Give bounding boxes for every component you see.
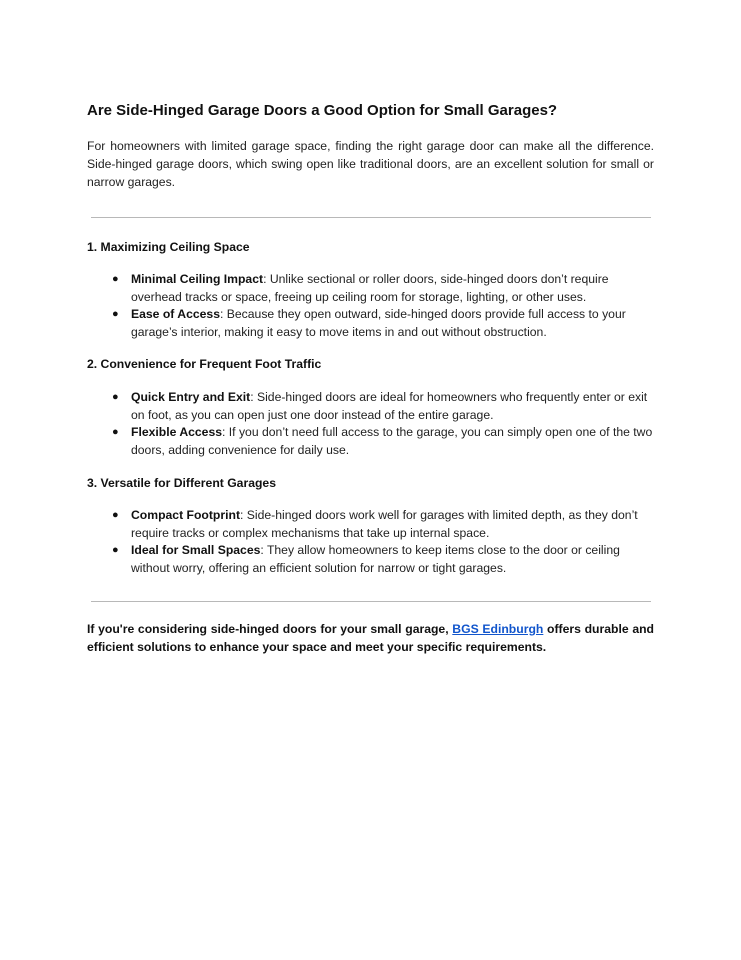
divider-bottom — [91, 601, 651, 602]
item-text: : Side-hinged doors work well for garages with limited depth, as they don’t require tracks or complex mechanisms that take up internal space. — [131, 508, 638, 540]
section-1-list — [87, 271, 654, 341]
list-item — [87, 389, 654, 424]
list-item — [87, 424, 654, 459]
item-term: Ease of Access — [131, 307, 220, 321]
divider-top — [91, 217, 651, 218]
item-text: : Because they open outward, side-hinged doors provide full access to your garage’s interior, making it easy to move items in and out without obstruction. — [131, 307, 626, 339]
page-title: Are Side-Hinged Garage Doors a Good Option for Small Garages? — [87, 102, 558, 119]
list-item — [87, 542, 654, 577]
section-3-list — [87, 507, 654, 577]
section-heading-1: 1. Maximizing Ceiling Space — [87, 240, 250, 254]
bullet-icon: ● — [112, 273, 119, 285]
section-2-list — [87, 389, 654, 459]
intro-paragraph: For homeowners with limited garage space, finding the right garage door can make all the difference. Side-hinged garage doors, which swing open like traditional doors, are an excellent solution for small or narrow garages. — [87, 139, 654, 189]
bullet-icon: ● — [112, 544, 119, 556]
item-term: Flexible Access — [131, 425, 223, 439]
list-item — [87, 507, 654, 542]
item-term: Minimal Ceiling Impact — [131, 272, 264, 286]
list-item — [87, 271, 654, 306]
bullet-icon: ● — [112, 308, 119, 320]
item-term: Compact Footprint — [131, 508, 240, 522]
closing-text-before: If you're considering side-hinged doors for your small garage, — [87, 622, 453, 636]
closing-paragraph — [87, 620, 654, 656]
list-item — [87, 306, 654, 341]
item-term: Ideal for Small Spaces — [131, 543, 261, 557]
section-heading-2: 2. Convenience for Frequent Foot Traffic — [87, 357, 322, 371]
section-heading-3: 3. Versatile for Different Garages — [87, 476, 276, 490]
bullet-icon: ● — [112, 509, 119, 521]
item-text: : Unlike sectional or roller doors, side-hinged doors don’t require overhead tracks or space, freeing up ceiling room for storage, lighting, or other uses. — [131, 272, 609, 304]
item-text: : They allow homeowners to keep items close to the door or ceiling without worry, offering an efficient solution for narrow or tight garages. — [131, 543, 620, 575]
closing-text-after: offers durable and efficient solutions to enhance your space and meet your specific requirements. — [87, 622, 654, 654]
item-text: : Side-hinged doors are ideal for homeowners who frequently enter or exit on foot, as you can open just one door instead of the entire garage. — [131, 390, 648, 422]
bullet-icon: ● — [112, 391, 119, 403]
item-term: Quick Entry and Exit — [131, 390, 251, 404]
item-text: : If you don’t need full access to the garage, you can simply open one of the two doors, adding convenience for daily use. — [131, 425, 653, 457]
bgs-edinburgh-link[interactable]: BGS Edinburgh — [452, 622, 544, 636]
bullet-icon: ● — [112, 426, 119, 438]
